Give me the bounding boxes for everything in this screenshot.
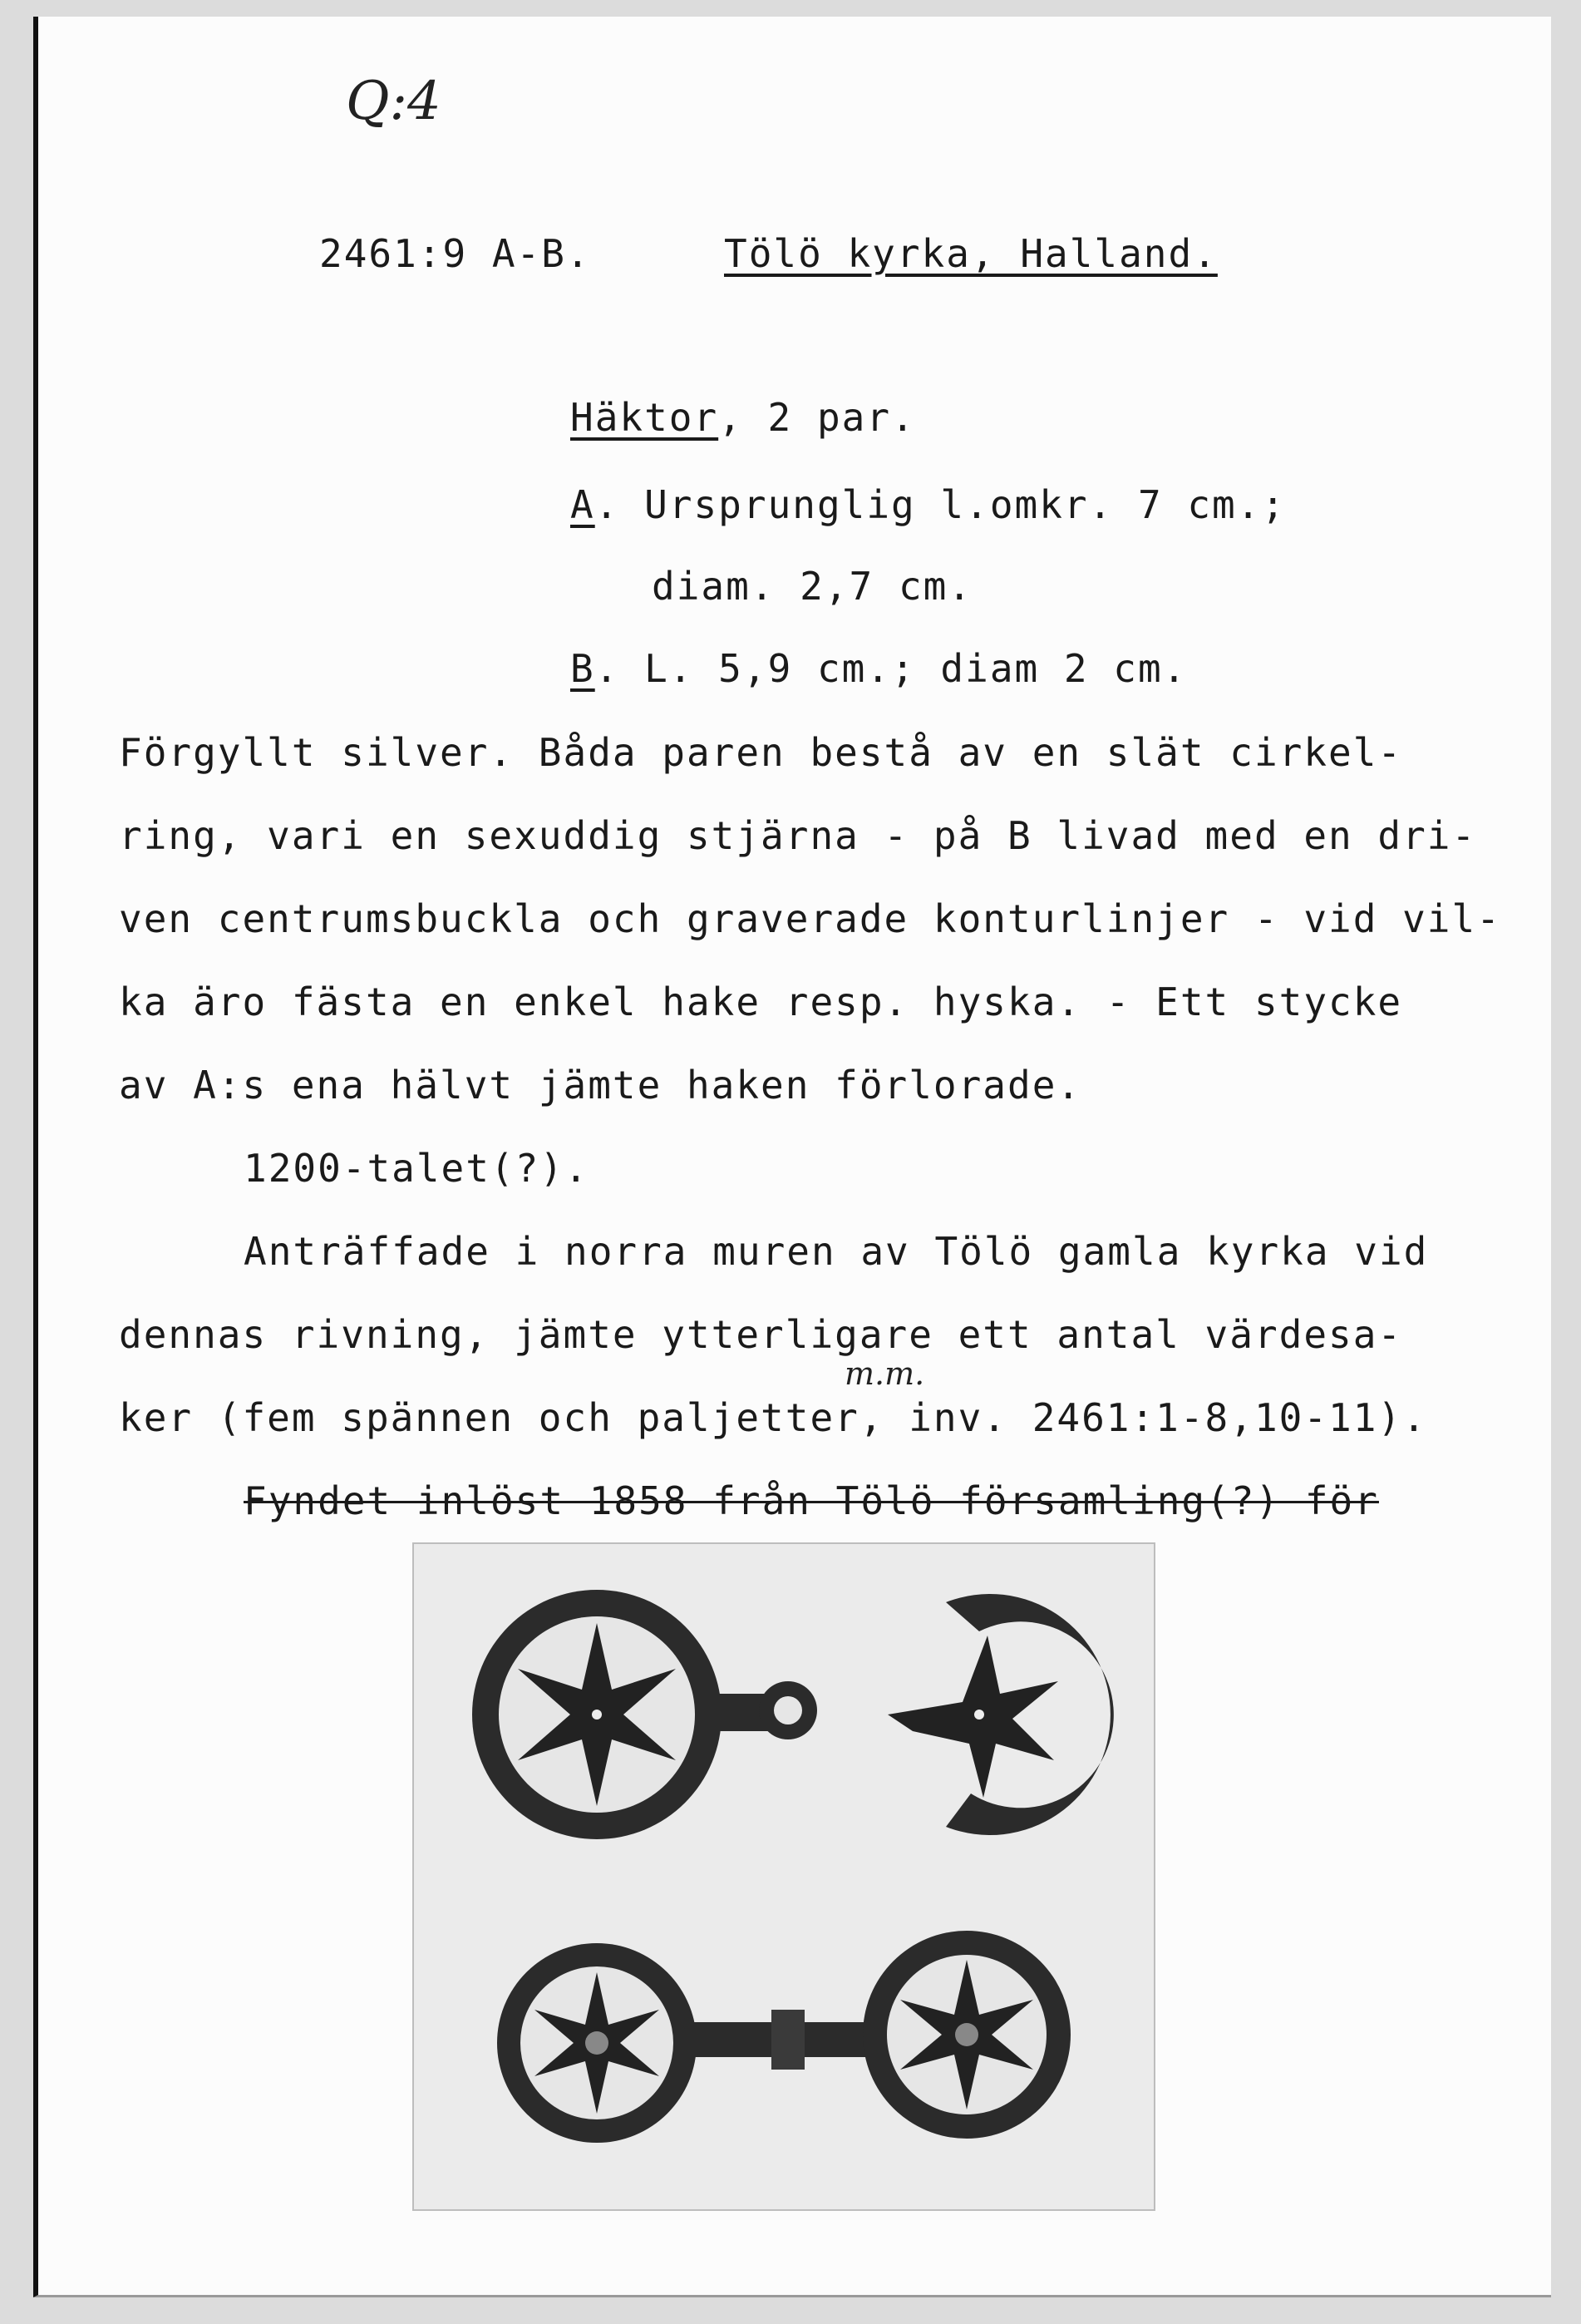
object-photo <box>412 1542 1155 2211</box>
measure-b <box>570 646 1187 691</box>
clasp-a-left <box>472 1590 817 1839</box>
find-line: ker (fem spännen och paljetter, inv. 2461:1-8,10-11). <box>119 1395 1427 1440</box>
find-line: Anträffade i norra muren av Tölö gamla kyrka vid <box>244 1229 1429 1274</box>
corner-mark: Q:4 <box>346 71 441 132</box>
body-line: ven centrumsbuckla och graverade konturlinjer - vid vil- <box>119 896 1501 941</box>
clasp-b-pair <box>497 1931 1071 2143</box>
object-heading <box>570 395 916 440</box>
label-a: A <box>570 482 595 527</box>
inventory-number: 2461:9 A-B. <box>319 231 591 276</box>
hook-clasps-image <box>414 1544 1154 2209</box>
catalog-card <box>33 17 1551 2297</box>
find-place: Tölö kyrka, Halland. <box>724 231 1218 276</box>
body-line: av A:s ena hälvt jämte haken förlorade. <box>119 1063 1082 1108</box>
find-line: dennas rivning, jämte ytterligare ett antal värdesa- <box>119 1312 1403 1357</box>
measure-a-text: . Ursprunglig l.omkr. 7 cm.; <box>594 482 1287 527</box>
body-line: ka äro fästa en enkel hake resp. hyska. - Ett stycke <box>119 979 1403 1024</box>
object-count: , 2 par. <box>718 395 916 440</box>
object-title: Häktor <box>570 395 719 440</box>
handwritten-insert: m.m. <box>845 1355 925 1392</box>
body-line: Förgyllt silver. Båda paren bestå av en slät cirkel- <box>119 730 1403 775</box>
label-b: B <box>570 646 595 691</box>
struck-line: Fyndet inlöst 1858 från Tölö församling(?) för <box>244 1478 1379 1523</box>
measure-a <box>570 482 1286 527</box>
clasp-a-right <box>888 1594 1114 1835</box>
measure-b-text: . L. 5,9 cm.; diam 2 cm. <box>594 646 1188 691</box>
date-line: 1200-talet(?). <box>244 1146 589 1191</box>
body-line: ring, vari en sexuddig stjärna - på B livad med en dri- <box>119 813 1477 858</box>
measure-a-diam: diam. 2,7 cm. <box>652 564 973 609</box>
